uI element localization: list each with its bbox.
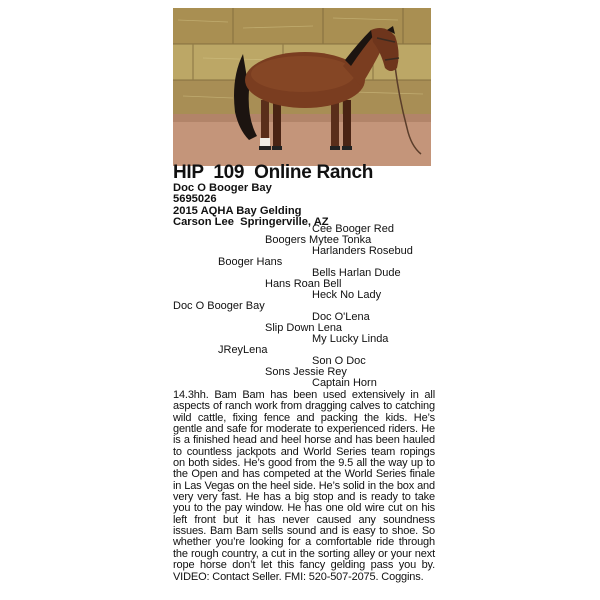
horse-remarks: 14.3hh. Bam Bam has been used extensively in all aspects of ranch work from dragging calves to catching wild cattle, fixing fence and packing the kids. He’s gentle and safe for moderate to experienced riders. He is a finished head and heel horse and has been hauled to countless jackpots and World Series team ropings on both sides. He’s good from the 9.5 all the way up to the Open and has competed at the World Series finale in Las Vegas on the heel side. He’s solid in the box and very very fast. He has a big stop and is ready to take you to the pay window. He has one old wire cut on his left front but it has never caused any soundness issues. Bam Bam sells sound and is easy to shoe. So whether you’re looking for a comfortable ride through the rough country, a cut in the sorting alley or your next rope horse don’t let this fancy gelding pass you by. VIDEO: Contact Seller. FMI: 520-507-2075. Coggins. — [173, 389, 435, 583]
pedigree-dam-dam-dam: Captain Horn — [312, 377, 377, 389]
consignor: Carson Lee Springerville, AZ — [173, 215, 329, 228]
pedigree-dam-sire-sire: Doc O'Lena — [312, 311, 370, 323]
pedigree-dam-sire-dam: My Lucky Linda — [312, 333, 389, 345]
registration-number: 5695026 — [173, 193, 217, 206]
consignment-name: Online Ranch — [254, 162, 374, 183]
pedigree-dam: JReyLena — [218, 344, 268, 356]
lot-title — [173, 163, 373, 183]
horse-description: 2015 AQHA Bay Gelding — [173, 204, 302, 217]
pedigree-sire-dam: Hans Roan Bell — [265, 278, 342, 290]
pedigree-sire: Booger Hans — [218, 256, 283, 268]
pedigree-sire-sire-sire: Cee Booger Red — [312, 223, 394, 235]
pedigree-sire-dam-sire: Bells Harlan Dude — [312, 267, 401, 279]
pedigree-sire-sire-dam: Harlanders Rosebud — [312, 245, 413, 257]
pedigree-subject: Doc O Booger Bay — [173, 300, 265, 312]
pedigree-dam-dam: Sons Jessie Rey — [265, 366, 347, 378]
pedigree-sire-sire: Boogers Mytee Tonka — [265, 234, 372, 246]
pedigree-dam-dam-sire: Son O Doc — [312, 355, 366, 367]
pedigree-sire-dam-dam: Heck No Lady — [312, 289, 382, 301]
lot-header — [173, 163, 373, 228]
pedigree-dam-sire: Slip Down Lena — [265, 322, 343, 334]
horse-photo — [173, 8, 431, 166]
hip-number: HIP 109 — [173, 162, 245, 183]
horse-name: Doc O Booger Bay — [173, 182, 272, 194]
